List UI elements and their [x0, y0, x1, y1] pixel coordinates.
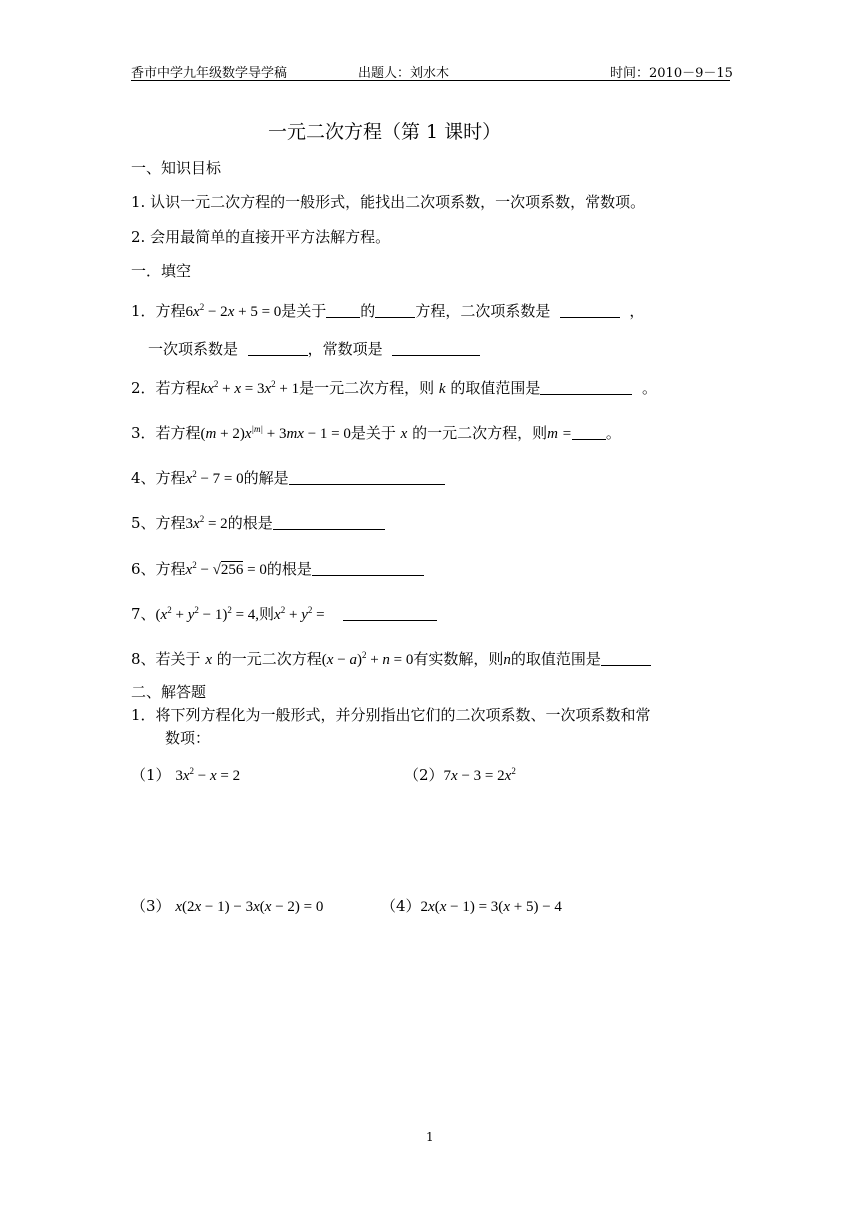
solve-intro-line-1: 1．将下列方程化为一般形式，并分别指出它们的二次项系数、一次项系数和常 — [131, 706, 651, 724]
q1-blank-linear-coef[interactable] — [248, 341, 308, 356]
q1-blank-constant[interactable] — [392, 341, 480, 356]
q1-blank-type[interactable] — [375, 303, 415, 318]
q3-text-about: 是关于 — [350, 424, 396, 442]
q1-prefix: 1．方程 — [131, 302, 186, 320]
question-1-line-2 — [148, 338, 480, 359]
q6-text-root: 的根是 — [266, 560, 312, 578]
q8-text-mid: 的一元二次方程 — [216, 650, 322, 668]
q1-text-about: 是关于 — [281, 302, 327, 320]
solve-intro-line-2: 数项： — [165, 729, 211, 747]
objective-item-1: 1. 认识一元二次方程的一般形式，能找出二次项系数，一次项系数，常数项。 — [131, 193, 646, 211]
q6-prefix: 6、方程 — [131, 560, 186, 578]
q8-prefix: 8、若关于 — [131, 650, 201, 668]
problem-2-label: （2） — [404, 766, 444, 784]
objectives-heading: 一、知识目标 — [131, 159, 222, 177]
question-4: 4、方程$x^2 - 7 = 0$的解是 — [131, 467, 445, 488]
q2-prefix: 2．若方程 — [131, 379, 201, 397]
question-7: 7、$(x^2 + y^2 - 1)^2 = 4$,则$x^2 + y^2$ = — [131, 603, 437, 624]
q4-text-solution: 的解是 — [243, 469, 289, 487]
q1-blank-variable[interactable] — [326, 303, 360, 318]
page-number: 1 — [426, 1130, 434, 1144]
q3-blank-m[interactable] — [572, 425, 606, 440]
objective-item-2: 2. 会用最简单的直接开平方法解方程。 — [131, 228, 391, 246]
q3-var-x: x — [400, 426, 408, 442]
q7-prefix: 7、 — [131, 605, 156, 623]
problem-1-label: （1） — [131, 766, 171, 784]
q5-text-root: 的根是 — [227, 514, 273, 532]
question-6: 6、方程$x^2 - √256 = 0$的根是 — [131, 558, 424, 579]
problem-4: （4）2x(x − 1) = 3(x + 5) − 4 — [381, 897, 562, 915]
q4-prefix: 4、方程 — [131, 469, 186, 487]
question-1: 1．方程$6x^2 - 2x + 5 = 0$是关于 的 方程，二次项系数是 ， — [131, 302, 645, 320]
q1-comma: ， — [629, 302, 645, 320]
q1-blank-quadratic-coef[interactable] — [560, 303, 620, 318]
q4-blank-solution[interactable] — [289, 470, 445, 485]
problem-3: （3） x(2x − 1) − 3x(x − 2) = 0 — [131, 897, 324, 915]
q2-text-mid: 是一元二次方程，则 — [299, 379, 435, 397]
q2-blank-range[interactable] — [540, 380, 632, 395]
q1-text-of: 的 — [360, 302, 376, 320]
question-3: 3．若方程$(m + 2)x^{|m|} + 3mx - 1 = 0$是关于 x 的一元二次方程，则m = 。 — [131, 424, 621, 442]
q5-prefix: 5、方程 — [131, 514, 186, 532]
problem-2: $(2)7x - 3 = 2x^2$ — [404, 766, 516, 784]
problem-1: （1） $3x^2 - x = 2$ — [131, 766, 241, 784]
q5-blank-root[interactable] — [273, 515, 385, 530]
problem-4-label: （4） — [381, 897, 421, 915]
q3-text-mid: 的一元二次方程，则 — [412, 424, 548, 442]
q2-text-range: 的取值范围是 — [450, 379, 541, 397]
q7-blank-answer[interactable] — [343, 606, 437, 621]
question-2: 2．若方程$kx^2 + x = 3x^2 + 1$是一元二次方程，则 k 的取值范围是 。 — [131, 379, 657, 397]
q8-var-n: n — [503, 652, 511, 668]
q8-var-x: x — [205, 652, 212, 668]
q1-text-quadratic-coef: 方程，二次项系数是 — [415, 302, 551, 320]
q1-text-linear-coef: 一次项系数是 — [148, 340, 239, 358]
page-title: 一元二次方程（第 1 课时） — [268, 121, 502, 143]
q2-var-k: k — [438, 381, 446, 397]
q8-text-real: 有实数解，则 — [413, 650, 504, 668]
question-5: 5、方程$3x^2 = 2$的根是 — [131, 512, 385, 533]
q8-text-range: 的取值范围是 — [510, 650, 601, 668]
q3-period: 。 — [605, 424, 621, 442]
q2-period: 。 — [641, 379, 657, 397]
q3-prefix: 3．若方程 — [131, 424, 201, 442]
solve-heading: 二、解答题 — [131, 683, 207, 701]
header-author: 出题人：刘水木 — [358, 66, 450, 81]
q3-var-m: m = — [547, 426, 572, 442]
question-8: 8、若关于 x 的一元二次方程$(x - a)^2 + n = 0$有实数解，则n的取值范围是 — [131, 648, 651, 669]
fill-heading: 一．填空 — [131, 262, 192, 280]
problem-3-label: （3） — [131, 897, 171, 915]
header-rule — [131, 80, 730, 81]
q8-blank-range[interactable] — [601, 651, 651, 666]
q6-blank-root[interactable] — [312, 561, 424, 576]
header-school: 香市中学九年级数学导学稿 — [131, 66, 288, 81]
header-date: 时间：2010－9－15 — [610, 66, 733, 81]
q1-text-constant: ，常数项是 — [307, 340, 383, 358]
